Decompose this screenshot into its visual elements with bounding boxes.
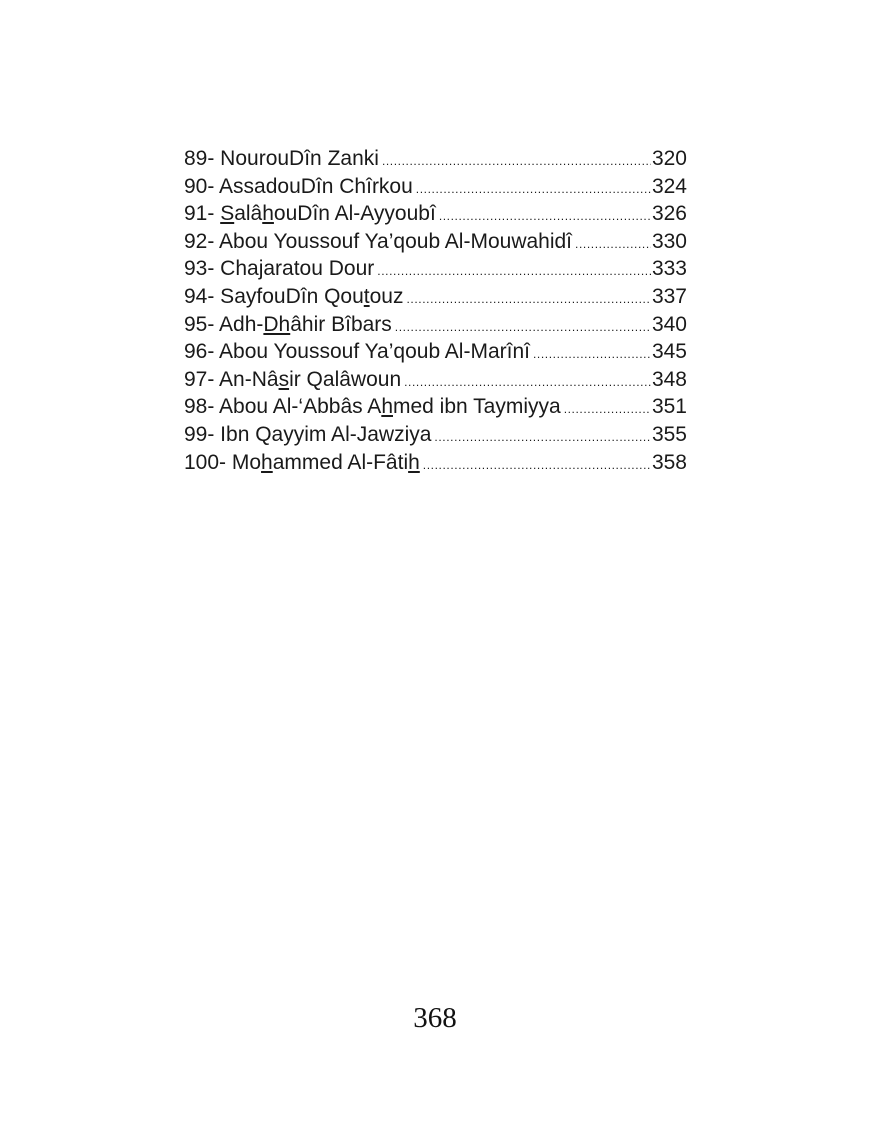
page-number: 368 [413, 1002, 457, 1034]
toc-entry-94 [184, 283, 687, 311]
toc-entry-title: 98- Abou Al-‘Abbâs Ahmed ibn Taymiyya [184, 395, 561, 419]
toc-entry-page: 324 [651, 174, 687, 198]
toc-entry-97 [184, 366, 687, 394]
toc-entry-page: 355 [651, 422, 687, 446]
toc-dot-leader [564, 396, 651, 424]
toc-entry-title: 96- Abou Youssouf Ya’qoub Al-Marînî [184, 340, 530, 364]
toc-entry-title: 100- Mohammed Al-Fâtih [184, 450, 420, 474]
toc-entry-title: 94- SayfouDîn Qoutouz [184, 284, 404, 308]
table-of-contents [184, 145, 687, 476]
toc-entry-page: 345 [651, 340, 687, 364]
toc-entry-title: 92- Abou Youssouf Ya’qoub Al-Mouwahidî [184, 229, 573, 253]
toc-dot-leader [533, 341, 651, 369]
toc-dot-leader [439, 203, 651, 231]
toc-dot-leader [404, 369, 651, 397]
toc-entry-90 [184, 173, 687, 201]
toc-dot-leader [434, 424, 651, 452]
toc-entry-89 [184, 145, 687, 173]
toc-entry-title: 99- Ibn Qayyim Al-Jawziya [184, 422, 432, 446]
toc-dot-leader [377, 258, 651, 286]
toc-dot-leader [416, 176, 651, 204]
toc-dot-leader [406, 286, 650, 314]
toc-entry-91 [184, 200, 687, 228]
toc-dot-leader [423, 452, 651, 480]
toc-entry-title: 91- SalâhouDîn Al-Ayyoubî [184, 202, 436, 226]
toc-entry-page: 358 [651, 450, 687, 474]
toc-entry-96 [184, 338, 687, 366]
toc-dot-leader [575, 231, 651, 259]
toc-entry-page: 351 [651, 395, 687, 419]
toc-entry-99 [184, 421, 687, 449]
toc-dot-leader [395, 314, 651, 342]
toc-dot-leader [382, 148, 651, 176]
toc-entry-92 [184, 228, 687, 256]
toc-entry-page: 320 [651, 147, 687, 170]
toc-entry-title: 97- An-Nâsir Qalâwoun [184, 367, 402, 391]
toc-entry-page: 340 [651, 312, 687, 336]
toc-entry-title: 89- NourouDîn Zanki [184, 147, 379, 170]
toc-entry-title: 95- Adh-Dhâhir Bîbars [184, 312, 392, 336]
toc-entry-page: 337 [651, 284, 687, 308]
toc-entry-93 [184, 255, 687, 283]
toc-entry-page: 330 [651, 229, 687, 253]
toc-entry-title: 93- Chajaratou Dour [184, 257, 375, 281]
toc-entry-page: 326 [651, 202, 687, 226]
toc-entry-title: 90- AssadouDîn Chîrkou [184, 174, 413, 198]
toc-entry-page: 333 [651, 257, 687, 281]
toc-entry-page: 348 [651, 367, 687, 391]
toc-entry-98 [184, 393, 687, 421]
toc-entry-95 [184, 311, 687, 339]
toc-entry-100 [184, 449, 687, 477]
